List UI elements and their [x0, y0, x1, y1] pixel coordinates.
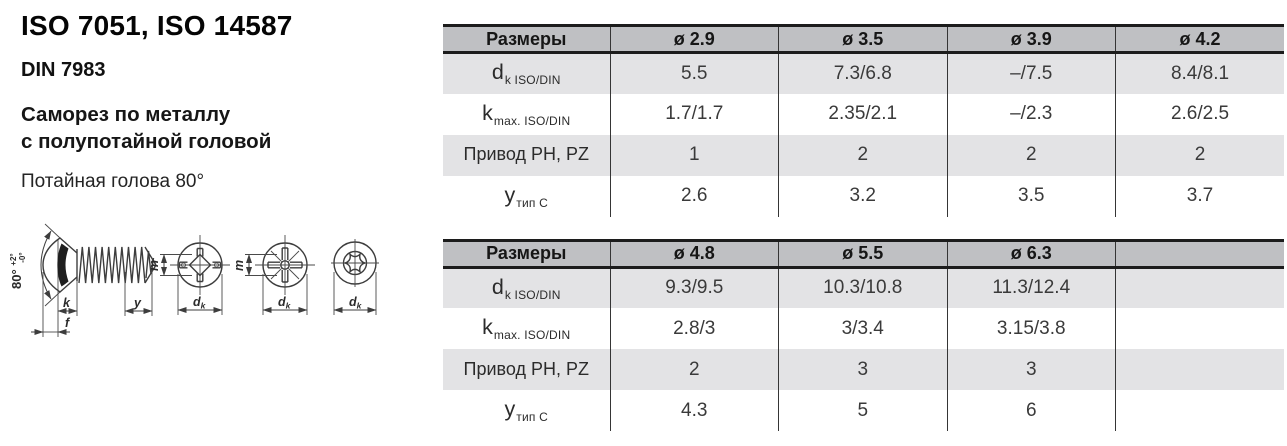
value-cell — [1116, 390, 1285, 431]
value-cell: 5 — [779, 390, 948, 431]
product-description — [21, 102, 431, 155]
dk-sub: k — [285, 300, 291, 311]
dk-base: d — [193, 295, 201, 309]
table-header-row — [443, 240, 1284, 267]
value-cell: 8.4/8.1 — [1116, 53, 1285, 94]
row-label: Привод PH, PZ — [443, 349, 610, 390]
value-cell: 2 — [610, 349, 779, 390]
pozidriv-head-view — [232, 235, 315, 315]
product-info — [21, 10, 431, 193]
value-cell: 3.15/3.8 — [947, 308, 1116, 349]
value-cell: 3.5 — [947, 176, 1116, 217]
table-row — [443, 176, 1284, 217]
diameter-column-header: ø 2.9 — [610, 26, 779, 53]
din-standard: DIN 7983 — [21, 59, 106, 82]
value-cell: 6 — [947, 390, 1116, 431]
row-label-header: Размеры — [443, 26, 610, 53]
dk-sub: k — [356, 300, 362, 311]
value-cell: 1.7/1.7 — [610, 94, 779, 135]
value-cell: 7.3/6.8 — [779, 53, 948, 94]
value-cell — [1116, 349, 1285, 390]
description-line-1: Саморез по металлу — [21, 103, 231, 127]
value-cell: 2 — [1116, 135, 1285, 176]
value-cell: –/2.3 — [947, 94, 1116, 135]
value-cell: 4.3 — [610, 390, 779, 431]
table-row — [443, 349, 1284, 390]
diameter-column-header: ø 6.3 — [947, 240, 1116, 267]
dk-base: d — [349, 295, 357, 309]
dimension-label-m-pz: m — [232, 259, 246, 271]
value-cell: 11.3/12.4 — [947, 267, 1116, 308]
value-cell: –/7.5 — [947, 53, 1116, 94]
row-label: Привод PH, PZ — [443, 135, 610, 176]
dimension-tables — [443, 24, 1284, 431]
value-cell: 3 — [947, 349, 1116, 390]
value-cell: 9.3/9.5 — [610, 267, 779, 308]
value-cell: 3.7 — [1116, 176, 1285, 217]
value-cell: 3 — [779, 349, 948, 390]
dimensions-table-small — [443, 24, 1284, 217]
description-line-2: с полупотайной головой — [21, 129, 272, 153]
table-row — [443, 135, 1284, 176]
row-label: $k_{max. ISO/DIN}$ — [443, 94, 610, 135]
value-cell: 2.8/3 — [610, 308, 779, 349]
row-label: $k_{max. ISO/DIN}$ — [443, 308, 610, 349]
value-cell — [1116, 308, 1285, 349]
diameter-column-header: ø 3.9 — [947, 26, 1116, 53]
row-label: $d_{k ISO/DIN}$ — [443, 53, 610, 94]
value-cell: 10.3/10.8 — [779, 267, 948, 308]
dimensions-table-large — [443, 239, 1284, 432]
table-row — [443, 308, 1284, 349]
value-cell — [1116, 267, 1285, 308]
angle-tolerance-plus: +2° — [9, 253, 18, 266]
value-cell: 2.6/2.5 — [1116, 94, 1285, 135]
angle-dimension-label — [6, 250, 27, 289]
row-label-header: Размеры — [443, 240, 610, 267]
table-row — [443, 390, 1284, 431]
value-cell: 2 — [779, 135, 948, 176]
diameter-column-header: ø 4.2 — [1116, 26, 1285, 53]
technical-drawing — [6, 220, 438, 372]
diameter-column-header: ø 4.8 — [610, 240, 779, 267]
dimension-label-dk-torx — [349, 295, 363, 311]
dimension-label-k: k — [63, 296, 70, 310]
angle-value: 80° — [9, 269, 24, 289]
row-label: $y_{тип C}$ — [443, 176, 610, 217]
value-cell: 5.5 — [610, 53, 779, 94]
dimension-label-m-ph: m — [147, 259, 161, 271]
table-row — [443, 94, 1284, 135]
dimension-label-dk-pz — [278, 295, 292, 311]
value-cell: 3.2 — [779, 176, 948, 217]
dimension-label-y: y — [134, 296, 141, 310]
table-header-row — [443, 26, 1284, 53]
page-title: ISO 7051, ISO 14587 — [21, 10, 293, 41]
value-cell: 2 — [947, 135, 1116, 176]
value-cell: 2.35/2.1 — [779, 94, 948, 135]
head-type-note: Потайная голова 80° — [21, 171, 205, 193]
angle-tolerance-minus: -0° — [18, 252, 27, 263]
diameter-column-header — [1116, 240, 1285, 267]
dimension-label-dk-ph — [193, 295, 207, 311]
phillips-head-view — [147, 235, 230, 315]
row-label: $y_{тип C}$ — [443, 390, 610, 431]
torx-head-view — [331, 239, 379, 315]
table-row — [443, 267, 1284, 308]
value-cell: 2.6 — [610, 176, 779, 217]
value-cell: 3/3.4 — [779, 308, 948, 349]
row-label: $d_{k ISO/DIN}$ — [443, 267, 610, 308]
value-cell: 1 — [610, 135, 779, 176]
screw-side-view — [6, 224, 156, 337]
dk-base: d — [278, 295, 286, 309]
dimension-label-f: f — [65, 316, 70, 330]
diameter-column-header: ø 5.5 — [779, 240, 948, 267]
diameter-column-header: ø 3.5 — [779, 26, 948, 53]
dk-sub: k — [200, 300, 206, 311]
table-row — [443, 53, 1284, 94]
